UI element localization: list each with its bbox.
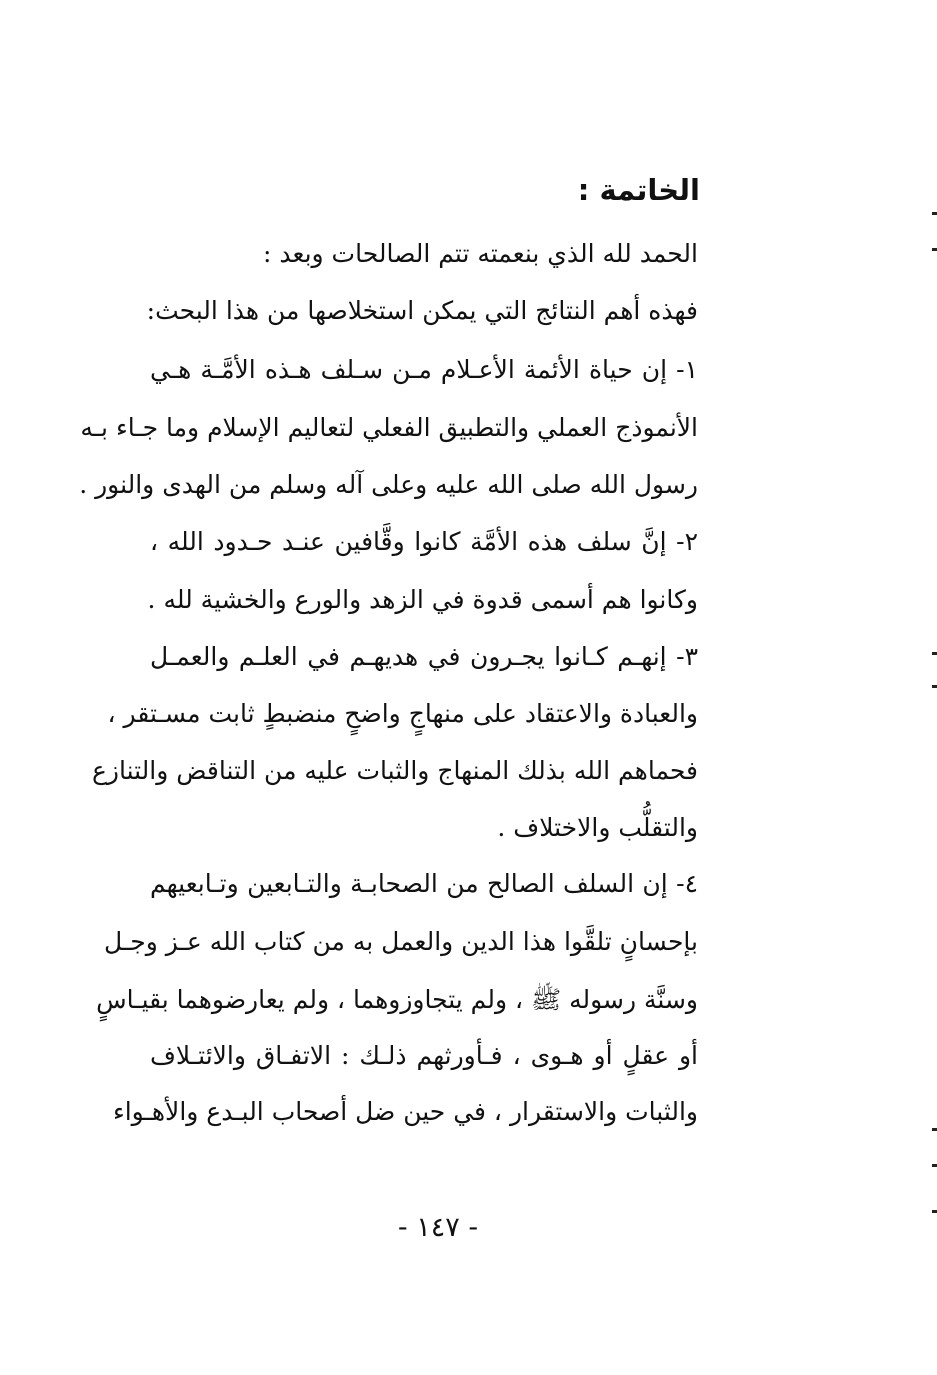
body-line-12: ٤- إن السلف الصالح من الصحابـة والتـابعين وتـابعيهم	[150, 869, 698, 898]
body-line-7: وكانوا هم أسمى قدوة في الزهد والورع والخشية لله .	[147, 585, 698, 614]
body-line-6: ٢- إنَّ سلف هذه الأمَّة كانوا وقَّافين عنـد حـدود الله ،	[150, 527, 698, 556]
body-line-8: ٣- إنهـم كـانوا يجـرون في هديهـم في العلـم والعمـل	[150, 642, 698, 671]
scan-edge-mark	[932, 685, 937, 688]
body-line-13: بإحسانٍ تلقَّوا هذا الدين والعمل به من كتاب الله عـز وجـل	[104, 927, 698, 956]
scan-edge-mark	[932, 1128, 937, 1131]
scan-edge-mark	[932, 248, 937, 251]
body-line-2: فهذه أهم النتائج التي يمكن استخلاصها من هذا البحث:	[146, 296, 698, 325]
body-line-16: والثبات والاستقرار ، في حين ضل أصحاب البـدع والأهـواء	[112, 1097, 698, 1126]
body-line-15: أو عقلٍ أو هـوى ، فـأورثهم ذلـك : الاتفـاق والائتـلاف	[150, 1041, 698, 1070]
body-line-5: رسول الله صلى الله عليه وعلى آله وسلم من الهدى والنور .	[79, 470, 698, 499]
body-line-1: الحمد لله الذي بنعمته تتم الصالحات وبعد :	[263, 239, 698, 268]
scan-edge-mark	[932, 652, 937, 655]
body-line-9: والعبادة والاعتقاد على منهاجٍ واضحٍ منضبطٍ ثابت مسـتقر ،	[107, 699, 698, 728]
scan-edge-mark	[932, 1210, 937, 1213]
scan-edge-mark	[932, 212, 937, 215]
page-number: - ١٤٧ -	[397, 1212, 479, 1243]
body-line-10: فحماهم الله بذلك المنهاج والثبات عليه من التناقض والتنازع	[91, 756, 698, 785]
scan-edge-mark	[932, 1164, 937, 1167]
section-heading: الخاتمة :	[577, 173, 700, 207]
body-line-3: ١- إن حياة الأئمة الأعـلام مـن سـلف هـذه الأمَّـة هـي	[150, 355, 698, 384]
body-line-4: الأنموذج العملي والتطبيق الفعلي لتعاليم الإسلام وما جـاء بـه	[80, 413, 698, 442]
body-line-11: والتقلُّب والاختلاف .	[497, 813, 698, 842]
body-line-14: وسنَّة رسوله ﷺ ، ولم يتجاوزوهما ، ولم يعارضوهما بقيـاسٍ	[96, 985, 698, 1014]
